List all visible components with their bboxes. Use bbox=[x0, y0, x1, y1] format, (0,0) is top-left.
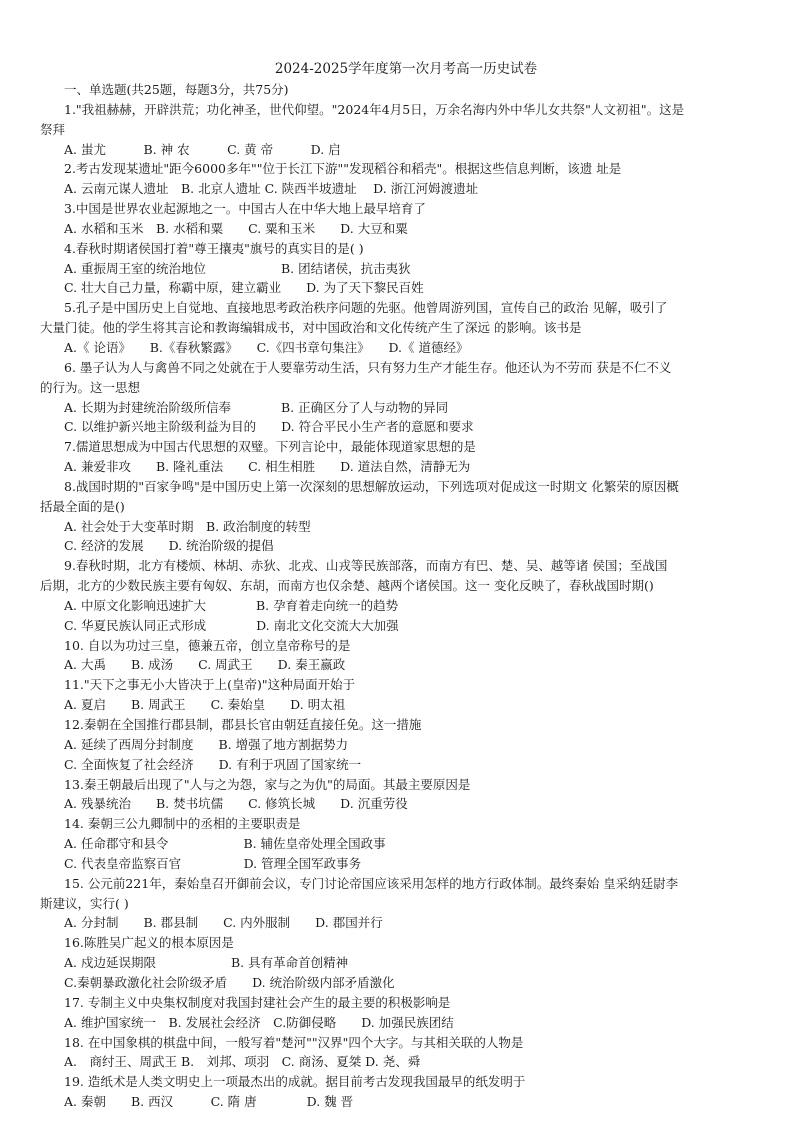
text-line: 斯建议，实行( ) bbox=[40, 895, 129, 911]
text-line: A. 维护国家统一 B. 发展社会经济 C.防御侵略 D. 加强民族团结 bbox=[64, 1014, 454, 1030]
text-line: 18. 在中国象棋的棋盘中间，一般写着"楚河""汉界"四个大字。与其相关联的人物是 bbox=[64, 1034, 524, 1050]
text-line: 19. 造纸术是人类文明史上一项最杰出的成就。据目前考古发现我国最早的纸发明于 bbox=[64, 1074, 526, 1090]
text-line: A. 大禹 B. 成汤 C. 周武王 D. 秦王嬴政 bbox=[64, 657, 346, 673]
text-line: 9.春秋时期，北方有楼烦、林胡、赤狄、北戎、山戎等民族部落，而南方有巴、楚、吴、越等诸 侯国；至战国 bbox=[64, 558, 668, 574]
text-line: A. 分封制 B. 郡县制 C. 内外服制 D. 郡国并行 bbox=[64, 915, 383, 931]
text-line: 1."我祖赫赫，开辟洪荒；功化神圣，世代仰望。"2024年4月5日，万余名海内外中华儿女共祭"人文初祖"。这是 bbox=[64, 101, 685, 117]
text-line: A. 水稻和玉米 B. 水稻和粟 C. 粟和玉米 D. 大豆和粟 bbox=[64, 220, 408, 236]
text-line: 6. 墨子认为人与禽兽不同之处就在于人要靠劳动生活，只有努力生产才能生存。他还认为不劳而 获是不仁不义 bbox=[64, 359, 672, 375]
text-line: A. 重振周王室的统治地位 B. 团结诸侯，抗击夷狄 bbox=[64, 260, 411, 276]
text-line: 13.秦王朝最后出现了"人与之为怨，家与之为仇"的局面。其最主要原因是 bbox=[64, 776, 471, 792]
text-line: 12.秦朝在全国推行郡县制，郡县长官由朝廷直接任免。这一措施 bbox=[64, 717, 422, 732]
exam-title: 2024-2025学年度第一次月考高一历史试卷 bbox=[274, 61, 538, 77]
text-line: A.《 论语》 B.《春秋繁露》 C.《四书章句集注》 D.《 道德经》 bbox=[64, 339, 469, 355]
text-line: 7.儒道思想成为中国古代思想的双璧。下列言论中，最能体现道家思想的是 bbox=[64, 439, 476, 455]
text-line: 4.春秋时期诸侯国打着"尊王攘夷"旗号的真实目的是( ) bbox=[64, 240, 364, 256]
text-line: 3.中国是世界农业起源地之一。中国古人在中华大地上最早培育了 bbox=[64, 201, 426, 217]
text-line: 括最全面的是() bbox=[40, 498, 125, 514]
text-line: 大量门徒。他的学生将其言论和教诲编辑成书，对中国政治和文化传统产生了深远 的影响。该书是 bbox=[40, 320, 582, 336]
text-line: A. 社会处于大变革时期 B. 政治制度的转型 bbox=[64, 518, 311, 534]
text-line: 一、单选题(共25题，每题3分，共75分) bbox=[64, 82, 289, 97]
text-line: A. 中原文化影响迅速扩大 B. 孕育着走向统一的趋势 bbox=[64, 597, 399, 613]
text-line: A. 长期为封建统治阶级所信奉 B. 正确区分了人与动物的异同 bbox=[64, 399, 449, 415]
text-line: A. 戍边延误期限 B. 具有革命首创精神 bbox=[64, 955, 349, 971]
text-line: 的行为。这一思想 bbox=[40, 379, 141, 395]
text-line: C. 全面恢复了社会经济 D. 有利于巩固了国家统一 bbox=[64, 756, 362, 772]
text-line: A. 兼爱非攻 B. 隆礼重法 C. 相生相胜 D. 道法自然，清静无为 bbox=[64, 459, 471, 475]
text-line: 16.陈胜吴广起义的根本原因是 bbox=[64, 935, 234, 951]
text-line: A. 秦朝 B. 西汉 C. 隋 唐 D. 魏 晋 bbox=[64, 1094, 354, 1110]
text-line: 10. 自以为功过三皇，德兼五帝，创立皇帝称号的是 bbox=[64, 637, 351, 653]
text-line: C. 壮大自己力量，称霸中原，建立霸业 D. 为了天下黎民百姓 bbox=[64, 280, 424, 296]
text-line: A. 延续了西周分封制度 B. 增强了地方割据势力 bbox=[64, 736, 349, 752]
text-line: 17. 专制主义中央集权制度对我国封建社会产生的最主要的积极影响是 bbox=[64, 994, 451, 1010]
text-line: 5.孔子是中国历史上自觉地、直接地思考政治秩序问题的先驱。他曾周游列国，宣传自己的政治 见解，吸引了 bbox=[64, 300, 668, 316]
text-line: 11."天下之事无小大皆决于上(皇帝)"这种局面开始于 bbox=[64, 677, 356, 693]
text-line: A. 残暴统治 B. 焚书坑儒 C. 修筑长城 D. 沉重劳役 bbox=[64, 796, 408, 812]
text-line: 2.考古发现某遗址"距今6000多年""位于长江下游""发现稻谷和稻壳"。根据这些信息判断，该遗 址是 bbox=[64, 161, 622, 177]
text-line: 14. 秦朝三公九卿制中的丞相的主要职责是 bbox=[64, 816, 301, 832]
text-line: A. 云南元谋人遗址 B. 北京人遗址 C. 陕西半坡遗址 D. 浙江河姆渡遗址 bbox=[64, 181, 479, 197]
text-line: C. 代表皇帝监察百官 D. 管理全国军政事务 bbox=[64, 855, 362, 871]
text-line: A. 商纣王、周武王 B. 刘邦、项羽 C. 商汤、夏桀 D. 尧、舜 bbox=[64, 1054, 421, 1070]
text-line: 8.战国时期的"百家争鸣"是中国历史上第一次深刻的思想解放运动，下列选项对促成这一时期文 化繁荣的原因概 bbox=[64, 478, 679, 494]
text-line: 后期，北方的少数民族主要有匈奴、东胡，而南方也仅余楚、越两个诸侯国。这一 变化反映了，春秋战国时期() bbox=[40, 578, 654, 594]
text-line: A. 任命郡守和县令 B. 辅佐皇帝处理全国政事 bbox=[64, 836, 386, 852]
text-line: C. 经济的发展 D. 统治阶级的提倡 bbox=[64, 538, 274, 554]
text-line: 祭拜 bbox=[40, 121, 66, 137]
text-line: A. 蚩尤 B. 神 农 C. 黄 帝 D. 启 bbox=[64, 141, 341, 157]
text-line: C.秦朝暴政激化社会阶级矛盾 D. 统治阶级内部矛盾激化 bbox=[64, 974, 395, 990]
text-line: C. 华夏民族认同正式形成 D. 南北文化交流大大加强 bbox=[64, 617, 399, 633]
question-body bbox=[40, 80, 772, 1112]
text-line: A. 夏启 B. 周武王 C. 秦始皇 D. 明太祖 bbox=[64, 697, 346, 713]
text-line: 15. 公元前221年，秦始皇召开御前会议，专门讨论帝国应该采用怎样的地方行政体制。最终秦始 皇采纳廷尉李 bbox=[64, 875, 679, 891]
text-line: C. 以维护新兴地主阶级利益为目的 D. 符合平民小生产者的意愿和要求 bbox=[64, 419, 474, 435]
